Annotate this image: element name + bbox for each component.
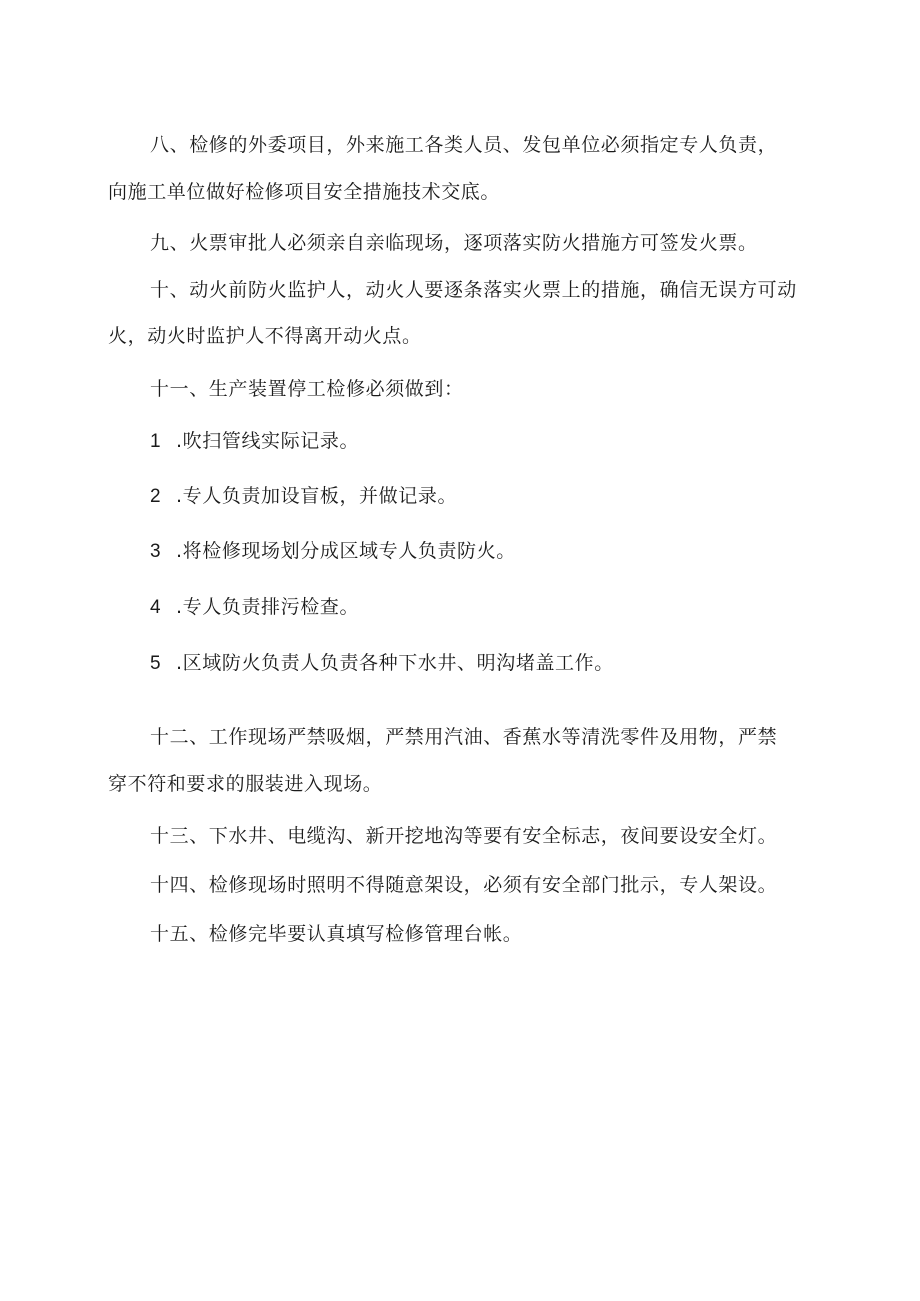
list-item-text: .专人负责加设盲板，并做记录。 [176,485,458,507]
list-item [150,539,516,564]
list-item-text: .专人负责排污检查。 [176,596,360,618]
list-item-text: .吹扫管线实际记录。 [176,430,360,452]
list-item [150,651,614,676]
list-item-number: 4 [150,597,162,618]
item-13-line-1: 十三、下水井、电缆沟、新开挖地沟等要有安全标志，夜间要设安全灯。 [150,825,778,847]
list-item-text: .区域防火负责人负责各种下水井、明沟堵盖工作。 [176,652,614,674]
list-item-number: 1 [150,431,162,452]
item-12-line-2: 穿不符和要求的服装进入现场。 [108,773,383,795]
item-14-line-1: 十四、检修现场时照明不得随意架设，必须有安全部门批示，专人架设。 [150,874,778,896]
list-item-number: 3 [150,541,162,562]
list-item-text: .将检修现场划分成区域专人负责防火。 [176,540,516,562]
list-item [150,429,359,454]
item-9-line-1: 九、火票审批人必须亲自亲临现场，逐项落实防火措施方可签发火票。 [150,232,758,254]
list-item-number: 2 [150,486,162,507]
item-8-line-2: 向施工单位做好检修项目安全措施技术交底。 [108,181,501,203]
item-8-line-1: 八、检修的外委项目，外来施工各类人员、发包单位必须指定专人负责， [150,134,778,156]
item-15-line-1: 十五、检修完毕要认真填写检修管理台帐。 [150,923,523,945]
list-item [150,595,359,620]
item-10-line-1: 十、动火前防火监护人，动火人要逐条落实火票上的措施，确信无误方可动 [150,279,797,301]
item-11-heading: 十一、生产装置停工检修必须做到： [150,378,464,400]
list-item [150,484,457,509]
item-10-line-2: 火，动火时监护人不得离开动火点。 [108,325,422,347]
item-12-line-1: 十二、工作现场严禁吸烟，严禁用汽油、香蕉水等清洗零件及用物，严禁 [150,726,778,748]
list-item-number: 5 [150,653,162,674]
